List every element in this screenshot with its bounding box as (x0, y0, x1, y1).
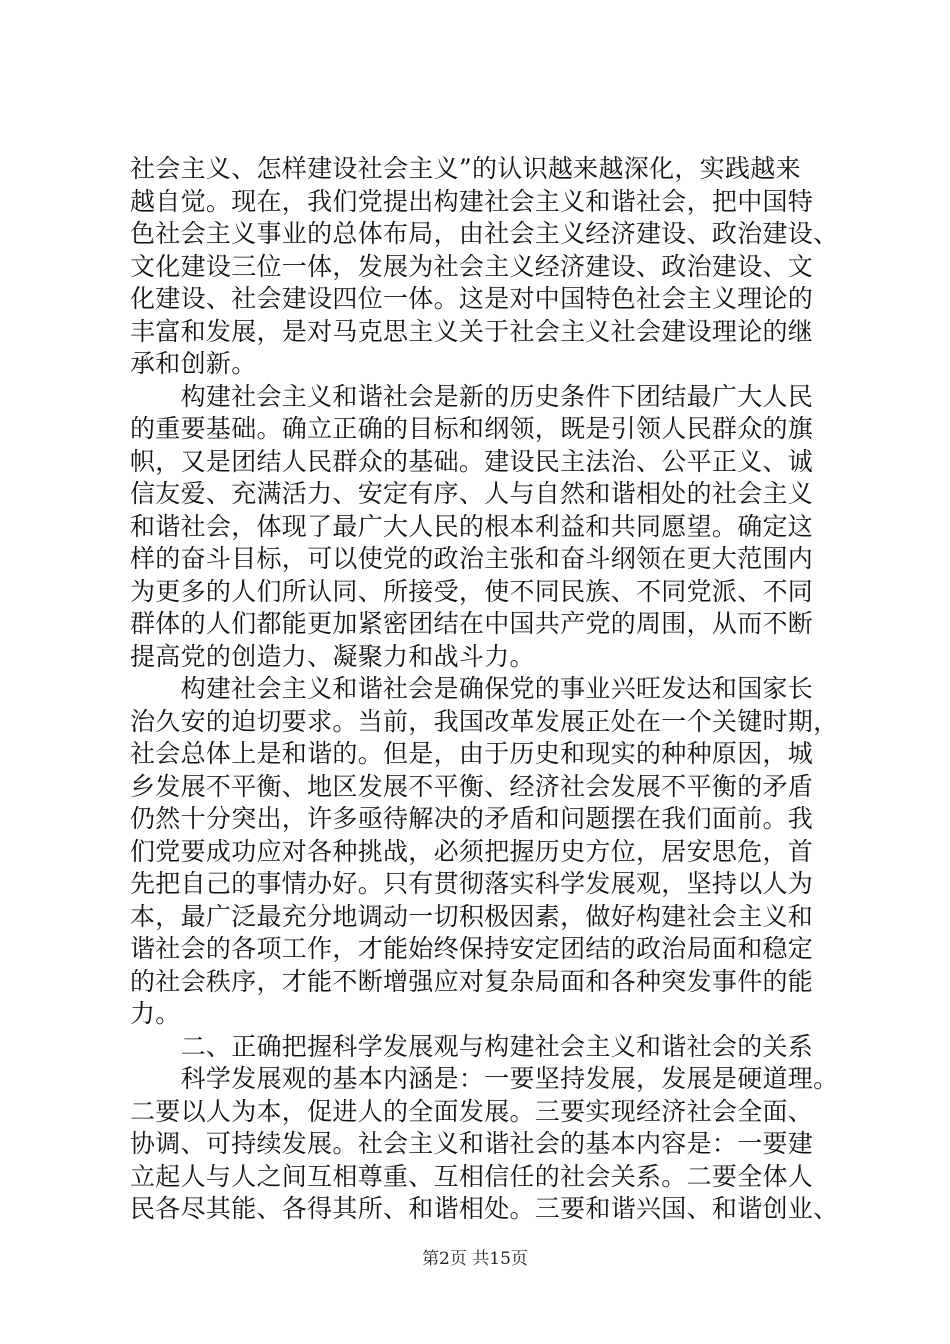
text-line: 构建社会主义和谐社会是新的历史条件下团结最广大人民 (130, 381, 814, 411)
text-line: 立起人与人之间互相尊重、互相信任的社会关系。二要全体人 (130, 1161, 814, 1191)
page-number-footer: 第2页 共15页 (422, 1249, 528, 1269)
text-line: 承和创新。 (130, 349, 257, 378)
text-line: 二要以人为本，促进人的全面发展。三要实现经济社会全面、 (130, 1096, 814, 1126)
text-line: 群体的人们都能更加紧密团结在中国共产党的周围，从而不断 (130, 609, 814, 638)
text-line: 信友爱、充满活力、安定有序、人与自然和谐相处的社会主义 (130, 479, 814, 508)
text-line: 力。 (130, 999, 181, 1028)
text-line: 仍然十分突出，许多亟待解决的矛盾和问题摆在我们面前。我 (130, 804, 814, 833)
text-line: 越自觉。现在，我们党提出构建社会主义和谐社会，把中国特 (130, 186, 814, 216)
document-body (130, 153, 852, 1226)
text-line: 为更多的人们所认同、所接受，使不同民族、不同党派、不同 (130, 576, 814, 606)
text-line: 构建社会主义和谐社会是确保党的事业兴旺发达和国家长 (130, 674, 814, 703)
text-line: 文化建设三位一体，发展为社会主义经济建设、政治建设、文 (130, 251, 814, 281)
text-line: 谐社会的各项工作，才能始终保持安定团结的政治局面和稳定 (130, 934, 814, 963)
text-line: 的重要基础。确立正确的目标和纲领，既是引领人民群众的旗 (130, 414, 814, 443)
text-line: 丰富和发展，是对马克思主义关于社会主义社会建设理论的继 (130, 316, 814, 346)
text-line: 色社会主义事业的总体布局，由社会主义经济建设、政治建设、 (130, 219, 839, 248)
text-line: 先把自己的事情办好。只有贯彻落实科学发展观，坚持以人为 (130, 869, 814, 898)
text-line: 本，最广泛最充分地调动一切积极因素，做好构建社会主义和 (130, 901, 814, 931)
text-line: 的社会秩序，才能不断增强应对复杂局面和各种突发事件的能 (130, 966, 814, 996)
text-line: 样的奋斗目标，可以使党的政治主张和奋斗纲领在更大范围内 (130, 544, 814, 573)
text-line: 二、正确把握科学发展观与构建社会主义和谐社会的关系 (130, 1031, 814, 1061)
text-line: 治久安的迫切要求。当前，我国改革发展正处在一个关键时期， (130, 706, 839, 736)
text-line: 们党要成功应对各种挑战，必须把握历史方位，居安思危，首 (130, 836, 814, 866)
text-line: 乡发展不平衡、地区发展不平衡、经济社会发展不平衡的矛盾 (130, 771, 814, 801)
text-line: 科学发展观的基本内涵是：一要坚持发展，发展是硬道理。 (130, 1064, 839, 1093)
text-line: 和谐社会，体现了最广大人民的根本利益和共同愿望。确定这 (130, 511, 814, 541)
text-line: 化建设、社会建设四位一体。这是对中国特色社会主义理论的 (130, 284, 814, 313)
text-line: 社会总体上是和谐的。但是，由于历史和现实的种种原因，城 (130, 739, 814, 768)
text-line: 提高党的创造力、凝聚力和战斗力。 (130, 641, 535, 671)
text-line: 民各尽其能、各得其所、和谐相处。三要和谐兴国、和谐创业、 (130, 1194, 839, 1223)
text-line: 社会主义、怎样建设社会主义”的认识越来越深化，实践越来 (130, 154, 801, 183)
text-line: 帜，又是团结人民群众的基础。建设民主法治、公平正义、诚 (130, 446, 814, 476)
text-line: 协调、可持续发展。社会主义和谐社会的基本内容是：一要建 (130, 1129, 814, 1158)
